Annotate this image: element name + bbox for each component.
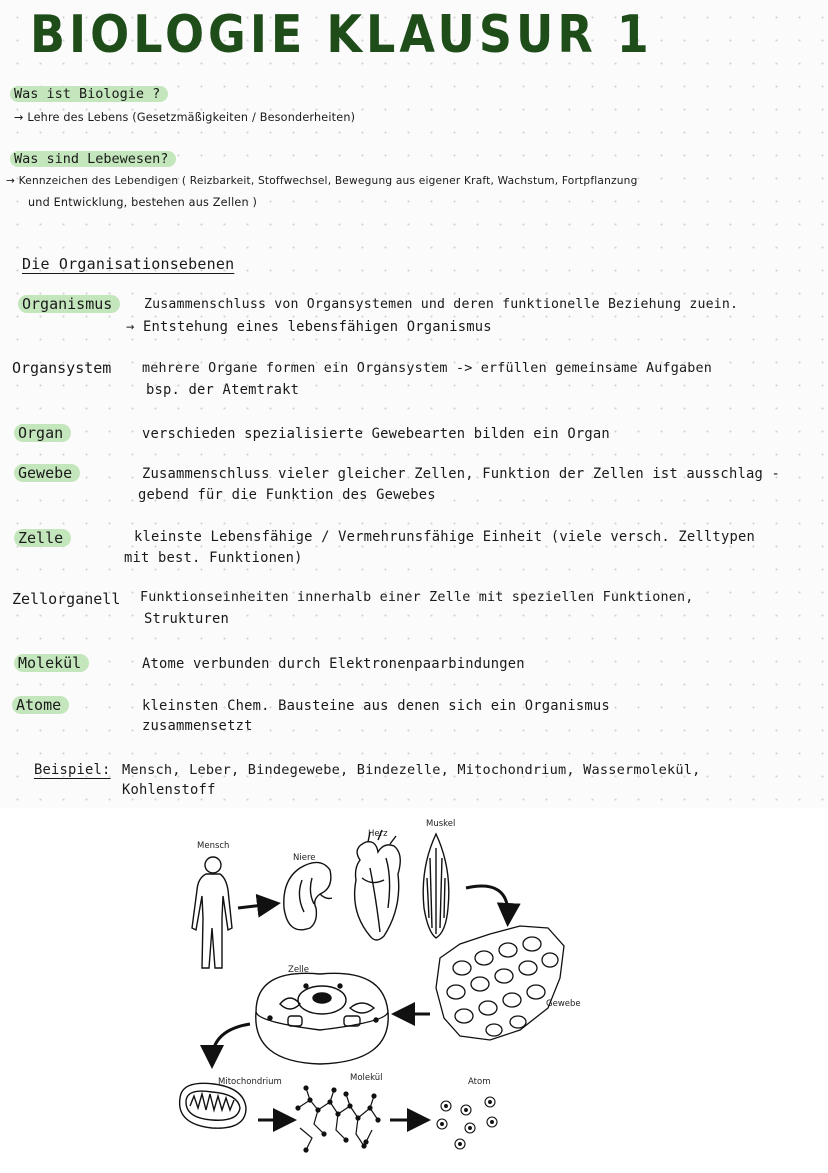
tissue-icon: [436, 926, 564, 1040]
label-zelle: Zelle: [288, 965, 310, 975]
def-zelle-line1: kleinste Lebensfähige / Vermehrunsfähige Einheit (viele versch. Zelltypen: [134, 529, 755, 545]
diagram-svg: [0, 808, 828, 1169]
example-line1: Mensch, Leber, Bindegewebe, Bindezelle, Mitochondrium, Wassermolekül,: [122, 762, 701, 778]
atoms-icon: [437, 1097, 497, 1149]
def-atome-line1: kleinsten Chem. Bausteine aus denen sich ein Organismus: [142, 698, 610, 714]
term-organsystem: Organsystem: [12, 359, 112, 377]
term-atome: Atome: [12, 696, 69, 714]
term-zelle: Zelle: [14, 529, 71, 547]
page-title: BIOLOGIE KLAUSUR 1: [30, 4, 653, 65]
molecule-icon: [296, 1086, 380, 1152]
def-organismus-line2: → Entstehung eines lebensfähigen Organismus: [126, 319, 492, 335]
label-molekuel: Molekül: [350, 1073, 383, 1083]
def-zellorganell-line1: Funktionseinheiten innerhalb einer Zelle mit speziellen Funktionen,: [140, 590, 694, 605]
mitochondrion-icon: [180, 1083, 246, 1128]
term-organismus: Organismus: [18, 295, 120, 313]
def-molekuel-line1: Atome verbunden durch Elektronenpaarbindungen: [142, 656, 525, 672]
def-organsystem-line2: bsp. der Atemtrakt: [146, 382, 300, 398]
def-zelle-line2: mit best. Funktionen): [124, 550, 303, 566]
def-organ-line1: verschieden spezialisierte Gewebearten bilden ein Organ: [142, 426, 610, 442]
term-zellorganell: Zellorganell: [12, 590, 121, 608]
heart-icon: [355, 830, 401, 940]
cell-icon: [256, 973, 388, 1064]
section-heading: Die Organisationsebenen: [22, 255, 235, 273]
answer-lebewesen-line1: → Kennzeichen des Lebendigen ( Reizbarkeit, Stoffwechsel, Bewegung aus eigener Kraft, Wachstum, Fortpflanzung: [6, 175, 638, 187]
arrow-muskel-gewebe: [466, 886, 508, 918]
term-organ: Organ: [14, 424, 71, 442]
example-label: Beispiel:: [34, 762, 111, 778]
def-gewebe-line1: Zusammenschluss vieler gleicher Zellen, Funktion der Zellen ist ausschlag -: [142, 466, 780, 482]
answer-biologie: → Lehre des Lebens (Gesetzmäßigkeiten / Besonderheiten): [14, 111, 356, 124]
def-gewebe-line2: gebend für die Funktion des Gewebes: [138, 487, 436, 503]
muscle-icon: [423, 834, 449, 938]
human-figure-icon: [192, 857, 232, 968]
label-mitochondrium: Mitochondrium: [218, 1077, 282, 1087]
label-niere: Niere: [293, 853, 316, 863]
def-organsystem-line1: mehrere Organe formen ein Organsystem -> erfüllen gemeinsame Aufgaben: [142, 361, 713, 376]
example-line2: Kohlenstoff: [122, 782, 216, 798]
answer-lebewesen-line2: und Entwicklung, bestehen aus Zellen ): [28, 196, 258, 209]
label-mensch: Mensch: [197, 841, 230, 851]
organisation-diagram: [0, 808, 828, 1169]
label-atom: Atom: [468, 1077, 491, 1087]
question-biologie: Was ist Biologie ?: [10, 86, 168, 102]
def-organismus-line1: Zusammenschluss von Organsystemen und deren funktionelle Beziehung zuein.: [144, 297, 739, 312]
arrow-mensch-niere: [238, 904, 272, 908]
label-muskel: Muskel: [426, 819, 456, 829]
label-gewebe: Gewebe: [546, 999, 581, 1009]
question-lebewesen: Was sind Lebewesen?: [10, 151, 176, 167]
term-gewebe: Gewebe: [14, 464, 80, 482]
term-molekuel: Molekül: [14, 654, 89, 672]
kidney-icon: [284, 862, 332, 929]
label-herz: Herz: [368, 829, 388, 839]
arrow-zelle-mitochondrium: [212, 1024, 250, 1060]
def-atome-line2: zusammensetzt: [142, 718, 253, 734]
def-zellorganell-line2: Strukturen: [144, 611, 230, 627]
